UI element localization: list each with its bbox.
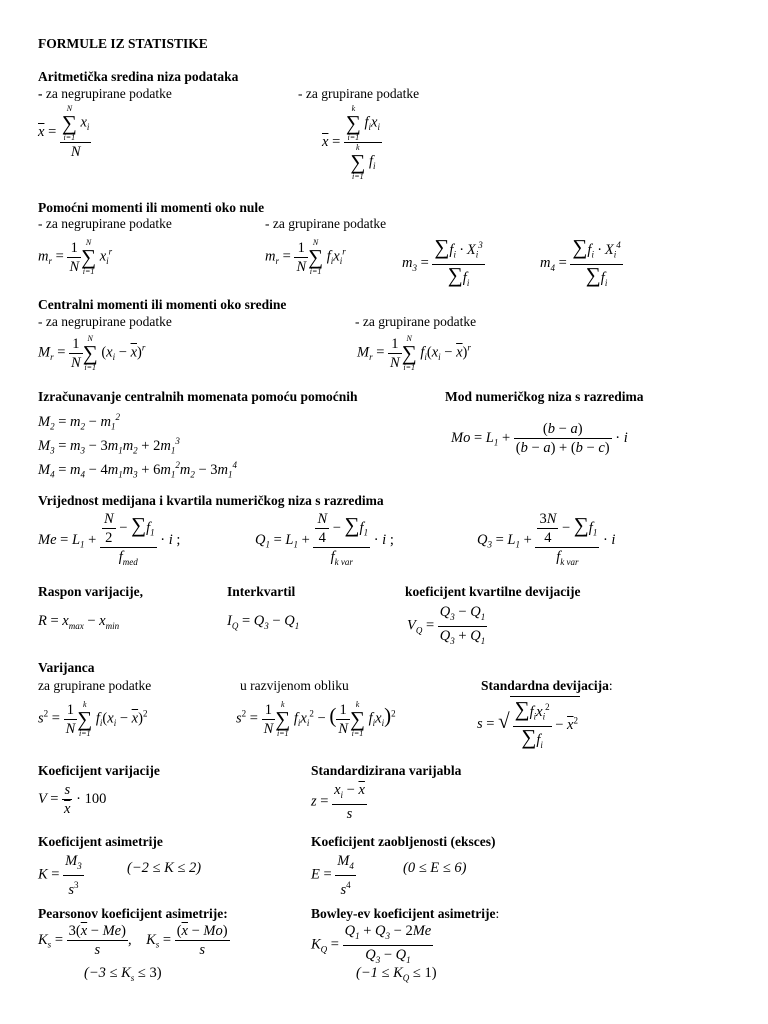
section-heading-cv: Koeficijent varijacije: [38, 763, 160, 778]
formula-central-moment-ungrouped: $M_r$ = $\frac{1}{N}$ N ∑ i=1 $(x_i - \overline{x})^r$: [38, 334, 146, 372]
formula-iqr: $I_Q = Q_3 - Q_1$: [227, 613, 300, 631]
range-pearson: $(-3 \le K_s \le 3)$: [84, 965, 162, 983]
range-kurtosis: (0 ≤ E ≤ 6): [403, 860, 467, 876]
formula-central-moment-grouped: $M_r$ = $\frac{1}{N}$ N ∑ i=1 $f_i(x_i - \overline{x})^r$: [357, 334, 471, 372]
range-bowley: $(-1 \le K_Q \le 1)$: [356, 965, 437, 983]
section-heading-iqr: Interkvartil: [227, 584, 296, 599]
formula-range: $R = x_{max} - x_{min}$: [38, 613, 120, 631]
formula-m3: $m_3$ = $\frac{\sum f_i \cdot X_i^3}{\sum f_i}$: [402, 234, 483, 288]
formula-M3: $M_3 = m_3 - 3m_1m_2 + 2m_1^3$: [38, 436, 180, 456]
formula-pearson: $K_s$ = $\frac{3(\overline{x} - Me)}{s}$ , $K_s$ = $\frac{(\overline{x} - Mo)}{s}$: [38, 923, 228, 958]
subheading-grouped: - za grupirane podatke: [355, 314, 477, 329]
subheading-expanded: u razvijenom obliku: [240, 678, 349, 693]
formula-raw-moment-grouped: $m_r$ = $\frac{1}{N}$ N ∑ i=1 $f_ix_i^r$: [265, 238, 346, 276]
section-heading-skewness: Koeficijent asimetrije: [38, 834, 163, 849]
formula-variance-expanded: $s^2$ = $\frac{1}{N}$ k ∑ i=1 $f_ix_i^2$ − ( $\frac{1}{N}$ k ∑ i=1 $f_ix_i)^2$: [236, 700, 396, 738]
subheading-grouped: - za grupirane podatke: [265, 216, 387, 231]
formula-raw-moment-ungrouped: $m_r$ = $\frac{1}{N}$ N ∑ i=1 $x_i^r$: [38, 238, 113, 276]
subheading-ungrouped: - za negrupirane podatke: [38, 314, 172, 329]
bowley-label: Bowley-ev koeficijent asimetrije: [311, 906, 496, 921]
section-heading-central-from-raw: Izračunavanje centralnih momenata pomoću pomoćnih: [38, 389, 358, 404]
section-heading-quartile-deviation: koeficijent kvartilne devijacije: [405, 584, 581, 599]
section-heading-bowley: [311, 906, 499, 922]
formula-mean-grouped: $\overline{x}$ = k ∑ i=1 $f_ix_i$ k ∑ i=1 $f_i$: [322, 104, 380, 181]
section-heading-variance: Varijanca: [38, 660, 95, 675]
section-heading-kurtosis: Koeficijent zaobljenosti (eksces): [311, 834, 496, 849]
separator: ;: [389, 531, 394, 548]
colon: :: [495, 906, 500, 921]
formula-mode: $Mo = L_1$ + $\frac{(b - a)}{(b - a) + (b - c)}$ · i: [451, 421, 628, 456]
formula-z: z = $\frac{x_i - \overline{x}}{s}$: [311, 782, 365, 822]
section-heading-std: [481, 678, 613, 694]
section-heading-median-quartiles: Vrijednost medijana i kvartila numeričkog niza s razredima: [38, 493, 384, 508]
formula-mean-ungrouped: $\overline{x}$ = N ∑ i=1 $x_i$ N: [38, 104, 90, 160]
subheading-ungrouped: [38, 86, 172, 102]
section-heading-range: Raspon varijacije,: [38, 584, 143, 599]
dash: -: [38, 86, 43, 101]
separator: ;: [176, 531, 181, 548]
range-bowley-text: (−1 ≤ K: [356, 965, 403, 981]
subheading-text: za negrupirane podatke: [42, 86, 172, 101]
formula-cv: V = $\frac{s}{x}$ · 100: [38, 782, 107, 817]
subheading-grouped: - za grupirane podatke: [298, 86, 420, 101]
formula-quartile-deviation: $V_Q$ = $\frac{Q_3 - Q_1}{Q_3 + Q_1}$: [407, 604, 486, 646]
section-heading-z: Standardizirana varijabla: [311, 763, 462, 778]
section-heading-central-moments: Centralni momenti ili momenti oko sredine: [38, 297, 287, 312]
formula-m4: $m_4$ = $\frac{\sum f_i \cdot X_i^4}{\sum f_i}$: [540, 234, 621, 288]
subheading-ungrouped: - za negrupirane podatke: [38, 216, 172, 231]
formula-q3: $Q_3 = L_1$ + $\frac{3N}{4}$ − $\sum f_1$ $f_{k var}$ · i: [477, 511, 616, 567]
subheading-grouped: za grupirane podatke: [38, 678, 152, 693]
formula-bowley: $K_Q$ = $\frac{Q_1 + Q_3 - 2Me}{Q_3 - Q_1}$: [311, 923, 432, 965]
section-heading-pearson: Pearsonov koeficijent asimetrije:: [38, 906, 228, 921]
formula-kurtosis: E = $\frac{M_4}{s^4}$: [311, 853, 354, 898]
colon: :: [608, 678, 613, 693]
const-100: 100: [84, 790, 107, 807]
range-skewness: (−2 ≤ K ≤ 2): [127, 860, 202, 876]
formula-M2: $M_2 = m_2 - m_1^2$: [38, 412, 120, 432]
std-label: Standardna devijacija: [481, 678, 609, 693]
formula-std: s = √ $\frac{\sum f_ix_i^2}{\sum f_i}$ − $\overline{x}^2$: [477, 696, 580, 754]
formula-median: $Me = L_1$ + $\frac{N}{2}$ − $\sum f_1$ $f_{med}$ · i ;: [38, 511, 181, 567]
formula-skewness: K = $\frac{M_3}{s^3}$: [38, 853, 82, 898]
section-heading-raw-moments: Pomoćni momenti ili momenti oko nule: [38, 200, 265, 215]
section-heading-mean: Aritmetička sredina niza podataka: [38, 69, 239, 84]
formula-q1: $Q_1 = L_1$ + $\frac{N}{4}$ − $\sum f_1$ $f_{k var}$ · i ;: [255, 511, 394, 567]
page-title: FORMULE IZ STATISTIKE: [38, 36, 208, 51]
formula-M4: $M_4 = m_4 - 4m_1m_3 + 6m_1^2m_2 - 3m_1^4$: [38, 460, 237, 480]
range-pearson-text: (−3 ≤ K: [84, 965, 131, 981]
formula-variance: $s^2$ = $\frac{1}{N}$ k ∑ i=1 $f_i(x_i - \overline{x})^2$: [38, 700, 148, 738]
section-heading-mode: Mod numeričkog niza s razredima: [445, 389, 644, 404]
